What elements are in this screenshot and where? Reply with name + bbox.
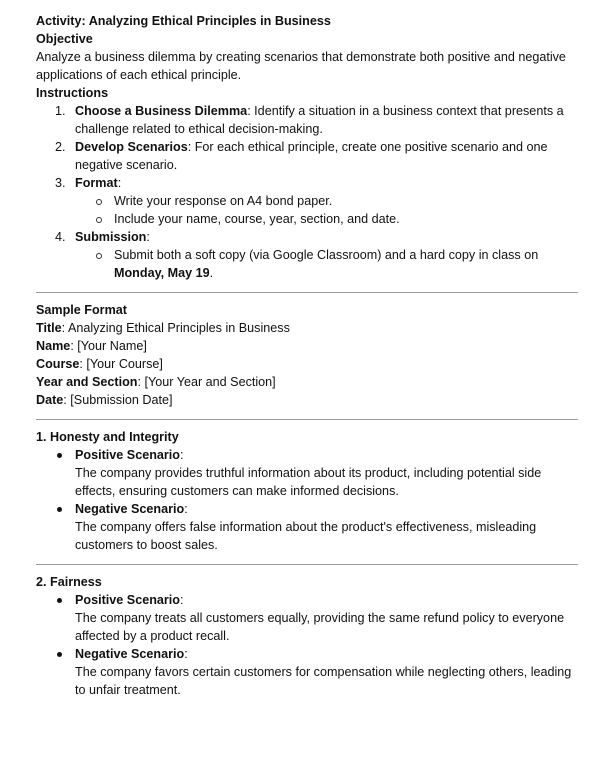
sample-field-title: Title: Analyzing Ethical Principles in Business (36, 321, 290, 335)
divider (36, 419, 578, 420)
objective-heading: Objective (36, 32, 93, 46)
sample-field-date: Date: [Submission Date] (36, 393, 173, 407)
bullet-dot-icon (57, 652, 62, 657)
negative-scenario-text: The company offers false information about the product's effectiveness, misleading customers to boost sales. (75, 520, 537, 552)
negative-scenario-label: Negative Scenario (75, 647, 185, 661)
scenario-item: Negative Scenario: The company favors certain customers for compensation while neglecting others, leading to unfair treatment. (36, 645, 578, 699)
submission-sublist (75, 246, 578, 282)
circle-bullet-icon (96, 199, 102, 205)
document-title: Activity: Analyzing Ethical Principles in Business (36, 14, 331, 28)
bullet-dot-icon (57, 598, 62, 603)
instruction-text: : (117, 176, 122, 190)
bullet-dot-icon (57, 453, 62, 458)
bullet-dot-icon (57, 507, 62, 512)
instruction-label: Format (75, 176, 118, 190)
scenario-item: Positive Scenario: The company treats all customers equally, providing the same refund policy to everyone affected by a product recall. (36, 591, 578, 645)
instruction-number: 3. (55, 176, 66, 190)
sample-field-course: Course: [Your Course] (36, 357, 163, 371)
format-sublist (75, 192, 578, 228)
instructions-heading: Instructions (36, 86, 109, 100)
instructions-list (36, 102, 578, 282)
instruction-text: : For each ethical principle, create one positive scenario and one negative scenario. (75, 140, 548, 172)
instruction-text: : (146, 230, 150, 244)
instruction-number: 1. (55, 104, 66, 118)
principle-heading: 1. Honesty and Integrity (36, 430, 179, 444)
divider (36, 564, 578, 565)
sublist-item: Include your name, course, year, section, and date. (36, 210, 578, 228)
instruction-label: Choose a Business Dilemma (75, 104, 248, 118)
circle-bullet-icon (96, 217, 102, 223)
instruction-number: 4. (55, 230, 66, 244)
instruction-item (36, 174, 578, 228)
divider (36, 292, 578, 293)
instruction-item (36, 102, 578, 138)
instruction-label: Submission (75, 230, 147, 244)
instruction-label: Develop Scenarios (75, 140, 188, 154)
scenario-list (36, 591, 578, 699)
instruction-item (36, 228, 578, 282)
positive-scenario-label: Positive Scenario (75, 593, 180, 607)
sample-field-year-section: Year and Section: [Your Year and Section] (36, 375, 276, 389)
instruction-text: : Identify a situation in a business context that presents a challenge related to ethical decision-making. (75, 104, 564, 136)
sample-format-heading: Sample Format (36, 303, 127, 317)
instruction-item (36, 138, 578, 174)
negative-scenario-label: Negative Scenario (75, 502, 185, 516)
scenario-item: Negative Scenario: The company offers false information about the product's effectiveness, misleading customers to boost sales. (36, 500, 578, 554)
sublist-item: Write your response on A4 bond paper. (36, 192, 578, 210)
circle-bullet-icon (96, 253, 102, 259)
negative-scenario-text: The company favors certain customers for compensation while neglecting others, leading to unfair treatment. (75, 665, 572, 697)
positive-scenario-text: The company provides truthful information about its product, including potential side effects, ensuring customers can make informed decisions. (75, 466, 542, 498)
sublist-item: Submit both a soft copy (via Google Classroom) and a hard copy in class on Monday, May 19. (36, 246, 578, 282)
positive-scenario-text: The company treats all customers equally, providing the same refund policy to everyone affected by a product recall. (75, 611, 565, 643)
scenario-item: Positive Scenario: The company provides truthful information about its product, including potential side effects, ensuring customers can make informed decisions. (36, 446, 578, 500)
positive-scenario-label: Positive Scenario (75, 448, 180, 462)
scenario-list (36, 446, 578, 554)
instruction-number: 2. (55, 140, 66, 154)
sample-field-name: Name: [Your Name] (36, 339, 147, 353)
due-date: Monday, May 19 (114, 266, 210, 280)
principle-heading: 2. Fairness (36, 575, 102, 589)
objective-text: Analyze a business dilemma by creating scenarios that demonstrate both positive and negative applications of each ethical principle. (36, 50, 566, 82)
